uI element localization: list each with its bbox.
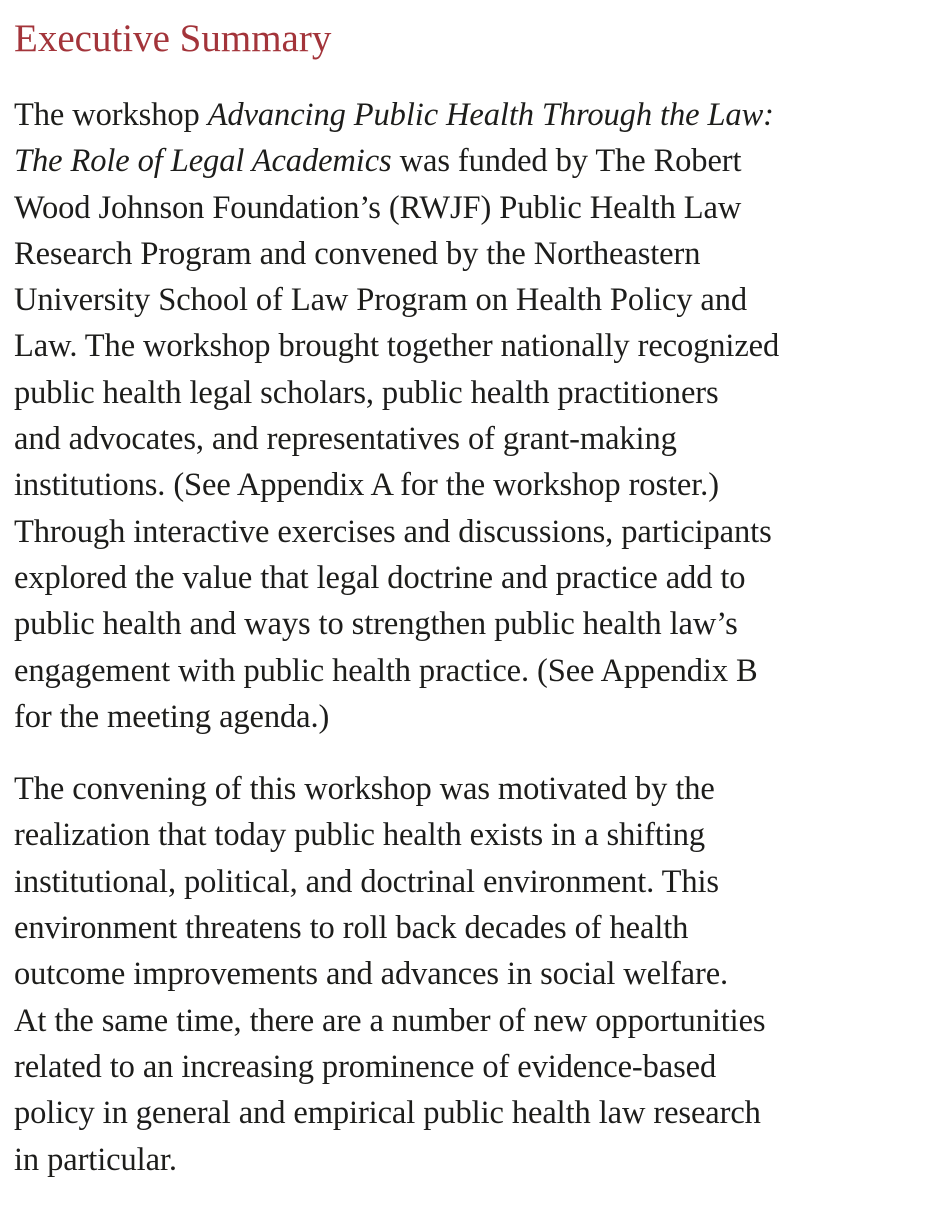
text-line: Wood Johnson Foundation’s (RWJF) Public Health Law xyxy=(14,189,742,226)
text-line: engagement with public health practice. (See Appendix B xyxy=(14,652,758,689)
text-line xyxy=(14,138,934,184)
text-line: in particular. xyxy=(14,1141,177,1178)
text-line: Through interactive exercises and discussions, participants xyxy=(14,513,772,550)
italic-title-span: Advancing Public Health Through the Law: xyxy=(207,97,774,133)
text-line: public health legal scholars, public health practitioners xyxy=(14,374,719,411)
text-line: institutional, political, and doctrinal environment. This xyxy=(14,863,719,900)
text-line: policy in general and empirical public health law research xyxy=(14,1095,761,1132)
text-span: The workshop xyxy=(14,97,208,133)
text-line: and advocates, and representatives of grant-making xyxy=(14,421,677,458)
document-page xyxy=(14,10,934,1183)
text-line xyxy=(14,92,934,138)
text-line: environment threatens to roll back decades of health xyxy=(14,910,689,947)
text-line: for the meeting agenda.) xyxy=(14,698,330,735)
text-line: explored the value that legal doctrine and practice add to xyxy=(14,559,746,596)
text-line: University School of Law Program on Health Policy and xyxy=(14,282,748,319)
text-line: outcome improvements and advances in social welfare. xyxy=(14,956,729,993)
summary-paragraph-2 xyxy=(14,766,934,1183)
summary-paragraph-1 xyxy=(14,92,934,740)
text-line: Research Program and convened by the Northeastern xyxy=(14,235,701,272)
text-line: public health and ways to strengthen public health law’s xyxy=(14,606,738,643)
text-line: The convening of this workshop was motivated by the xyxy=(14,771,715,808)
text-span: was funded by The Robert xyxy=(391,143,742,180)
text-line: Law. The workshop brought together nationally recognized xyxy=(14,328,780,365)
text-line: institutions. (See Appendix A for the workshop roster.) xyxy=(14,467,719,504)
page-title: Executive Summary xyxy=(14,17,332,60)
italic-title-span: The Role of Legal Academics xyxy=(14,143,392,180)
text-line: At the same time, there are a number of new opportunities xyxy=(14,1002,766,1039)
text-line: related to an increasing prominence of evidence-based xyxy=(14,1048,717,1085)
text-line: realization that today public health exists in a shifting xyxy=(14,817,706,854)
